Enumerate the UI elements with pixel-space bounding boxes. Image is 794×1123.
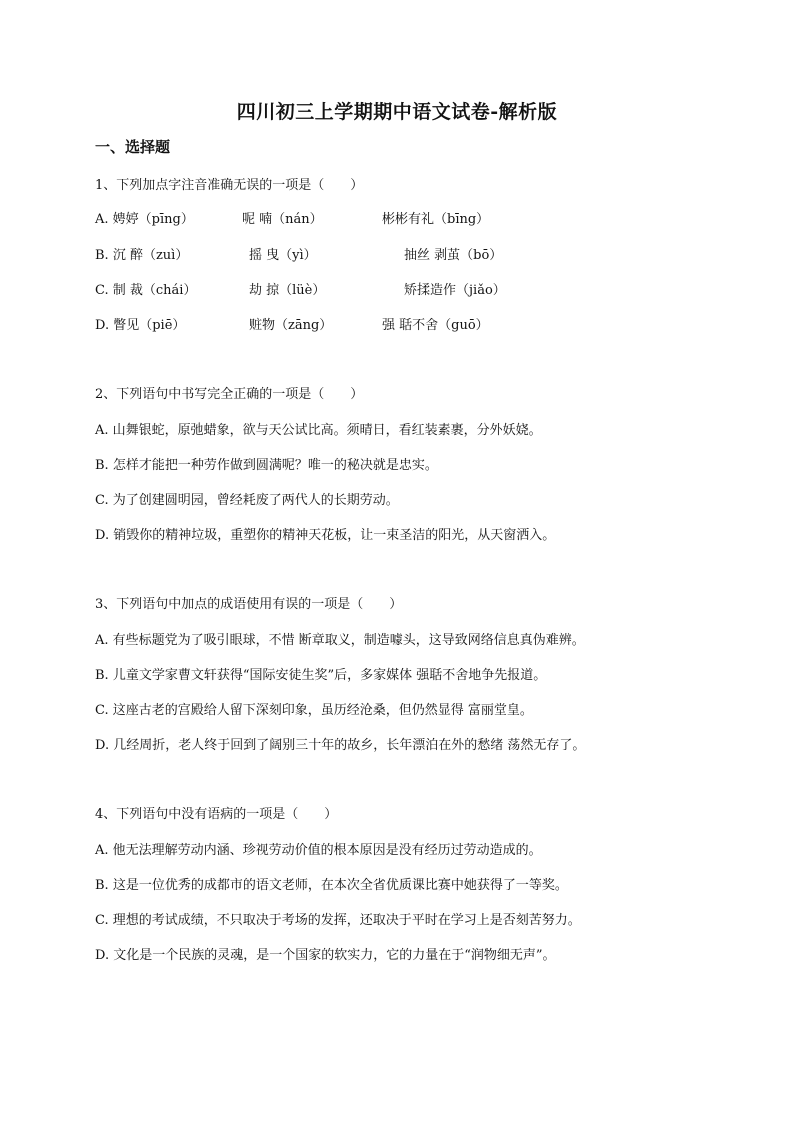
question-2-stem: 2、下列语句中书写完全正确的一项是（ ） bbox=[95, 387, 364, 402]
question-3-stem: 3、下列语句中加点的成语使用有误的一项是（ ） bbox=[95, 597, 403, 612]
question-2-option-d: D. 销毁你的精神垃圾，重塑你的精神天花板，让一束圣洁的阳光，从天窗洒入。 bbox=[95, 528, 556, 543]
question-1-option-c bbox=[95, 279, 655, 297]
question-2-option-a: A. 山舞银蛇，原弛蜡象，欲与天公试比高。须晴日，看红装素裹，分外妖娆。 bbox=[95, 423, 542, 438]
question-3-option-d: D. 几经周折，老人终于回到了阔别三十年的故乡，长年漂泊在外的愁绪 荡然无存了。 bbox=[95, 738, 586, 753]
option-c-item-1: C. 制 裁（chái） bbox=[95, 283, 197, 298]
question-4-stem: 4、下列语句中没有语病的一项是（ ） bbox=[95, 807, 338, 822]
question-4-option-b: B. 这是一位优秀的成都市的语文老师，在本次全省优质课比赛中她获得了一等奖。 bbox=[95, 878, 568, 893]
question-3-option-a: A. 有些标题党为了吸引眼球，不惜 断章取义，制造噱头，这导致网络信息真伪难辨。 bbox=[95, 633, 585, 648]
question-1-option-b bbox=[95, 244, 655, 262]
question-1-option-d bbox=[95, 314, 655, 332]
question-2-option-c: C. 为了创建圆明园，曾经耗废了两代人的长期劳动。 bbox=[95, 493, 399, 508]
question-3-option-c: C. 这座古老的宫殿给人留下深刻印象，虽历经沧桑，但仍然显得 富丽堂皇。 bbox=[95, 703, 533, 718]
question-2-option-b: B. 怎样才能把一种劳作做到圆满呢？唯一的秘决就是忠实。 bbox=[95, 458, 438, 473]
document-title: 四川初三上学期期中语文试卷-解析版 bbox=[236, 101, 558, 123]
question-1-option-a bbox=[95, 208, 655, 226]
question-1-stem: 1、下列加点字注音准确无误的一项是（ ） bbox=[95, 178, 364, 193]
option-c-item-2: 劫 掠（lüè） bbox=[249, 283, 326, 298]
option-d-item-3: 强 聒不舍（guō） bbox=[382, 318, 489, 333]
question-4-option-d: D. 文化是一个民族的灵魂，是一个国家的软实力，它的力量在于“润物细无声”。 bbox=[95, 948, 556, 963]
option-b-item-3: 抽丝 剥茧（bō） bbox=[404, 248, 503, 263]
section-heading: 一、选择题 bbox=[95, 138, 171, 156]
option-a-item-1: A. 娉婷（pīng） bbox=[95, 212, 194, 227]
question-4-option-c: C. 理想的考试成绩，不只取决于考场的发挥，还取决于平时在学习上是否刻苦努力。 bbox=[95, 913, 581, 928]
option-a-item-3: 彬彬有礼（bīng） bbox=[382, 212, 490, 227]
option-d-item-1: D. 瞥见（piē） bbox=[95, 318, 186, 333]
option-d-item-2: 赃物（zāng） bbox=[249, 318, 333, 333]
option-a-item-2: 呢 喃（nán） bbox=[242, 212, 323, 227]
option-b-item-2: 摇 曳（yì） bbox=[249, 248, 317, 263]
question-3-option-b: B. 儿童文学家曹文轩获得“国际安徒生奖”后，多家媒体 强聒不舍地争先报道。 bbox=[95, 668, 547, 683]
option-c-item-3: 矫揉造作（jiǎo） bbox=[404, 283, 506, 298]
option-b-item-1: B. 沉 醉（zuì） bbox=[95, 248, 189, 263]
question-4-option-a: A. 他无法理解劳动内涵、珍视劳动价值的根本原因是没有经历过劳动造成的。 bbox=[95, 843, 542, 858]
